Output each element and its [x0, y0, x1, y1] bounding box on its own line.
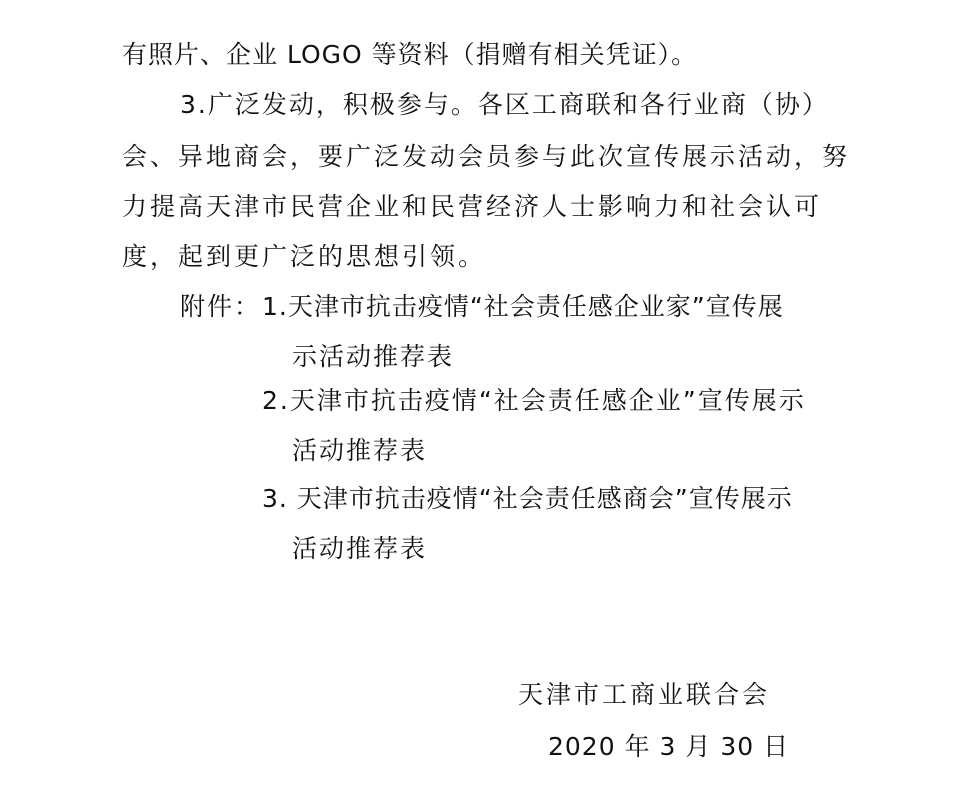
- signature-organization: 天津市工商业联合会: [518, 680, 771, 709]
- body-line-3: 会、异地商会，要广泛发动会员参与此次宣传展示活动，努: [122, 142, 851, 171]
- attachment-item-1-line-1: 1.天津市抗击疫情“社会责任感企业家”宣传展: [262, 292, 784, 321]
- body-line-4: 力提高天津市民营企业和民营经济人士影响力和社会认可: [122, 192, 823, 221]
- attachment-item-3-line-1: 3. 天津市抗击疫情“社会责任感商会”宣传展示: [262, 484, 793, 513]
- attachment-item-3-line-2: 活动推荐表: [292, 534, 428, 563]
- body-line-1: 有照片、企业 LOGO 等资料（捐赠有相关凭证）。: [122, 40, 698, 69]
- signature-date: 2020 年 3 月 30 日: [548, 732, 790, 761]
- attachment-item-2-line-1: 2.天津市抗击疫情“社会责任感企业”宣传展示: [262, 386, 806, 415]
- attachment-item-2-line-2: 活动推荐表: [292, 436, 428, 465]
- body-line-2: 3.广泛发动，积极参与。各区工商联和各行业商（协）: [180, 90, 829, 119]
- attachment-item-1-line-2: 示活动推荐表: [292, 342, 455, 371]
- body-line-5: 度，起到更广泛的思想引领。: [122, 242, 487, 271]
- attachments-label: 附件：: [180, 292, 262, 321]
